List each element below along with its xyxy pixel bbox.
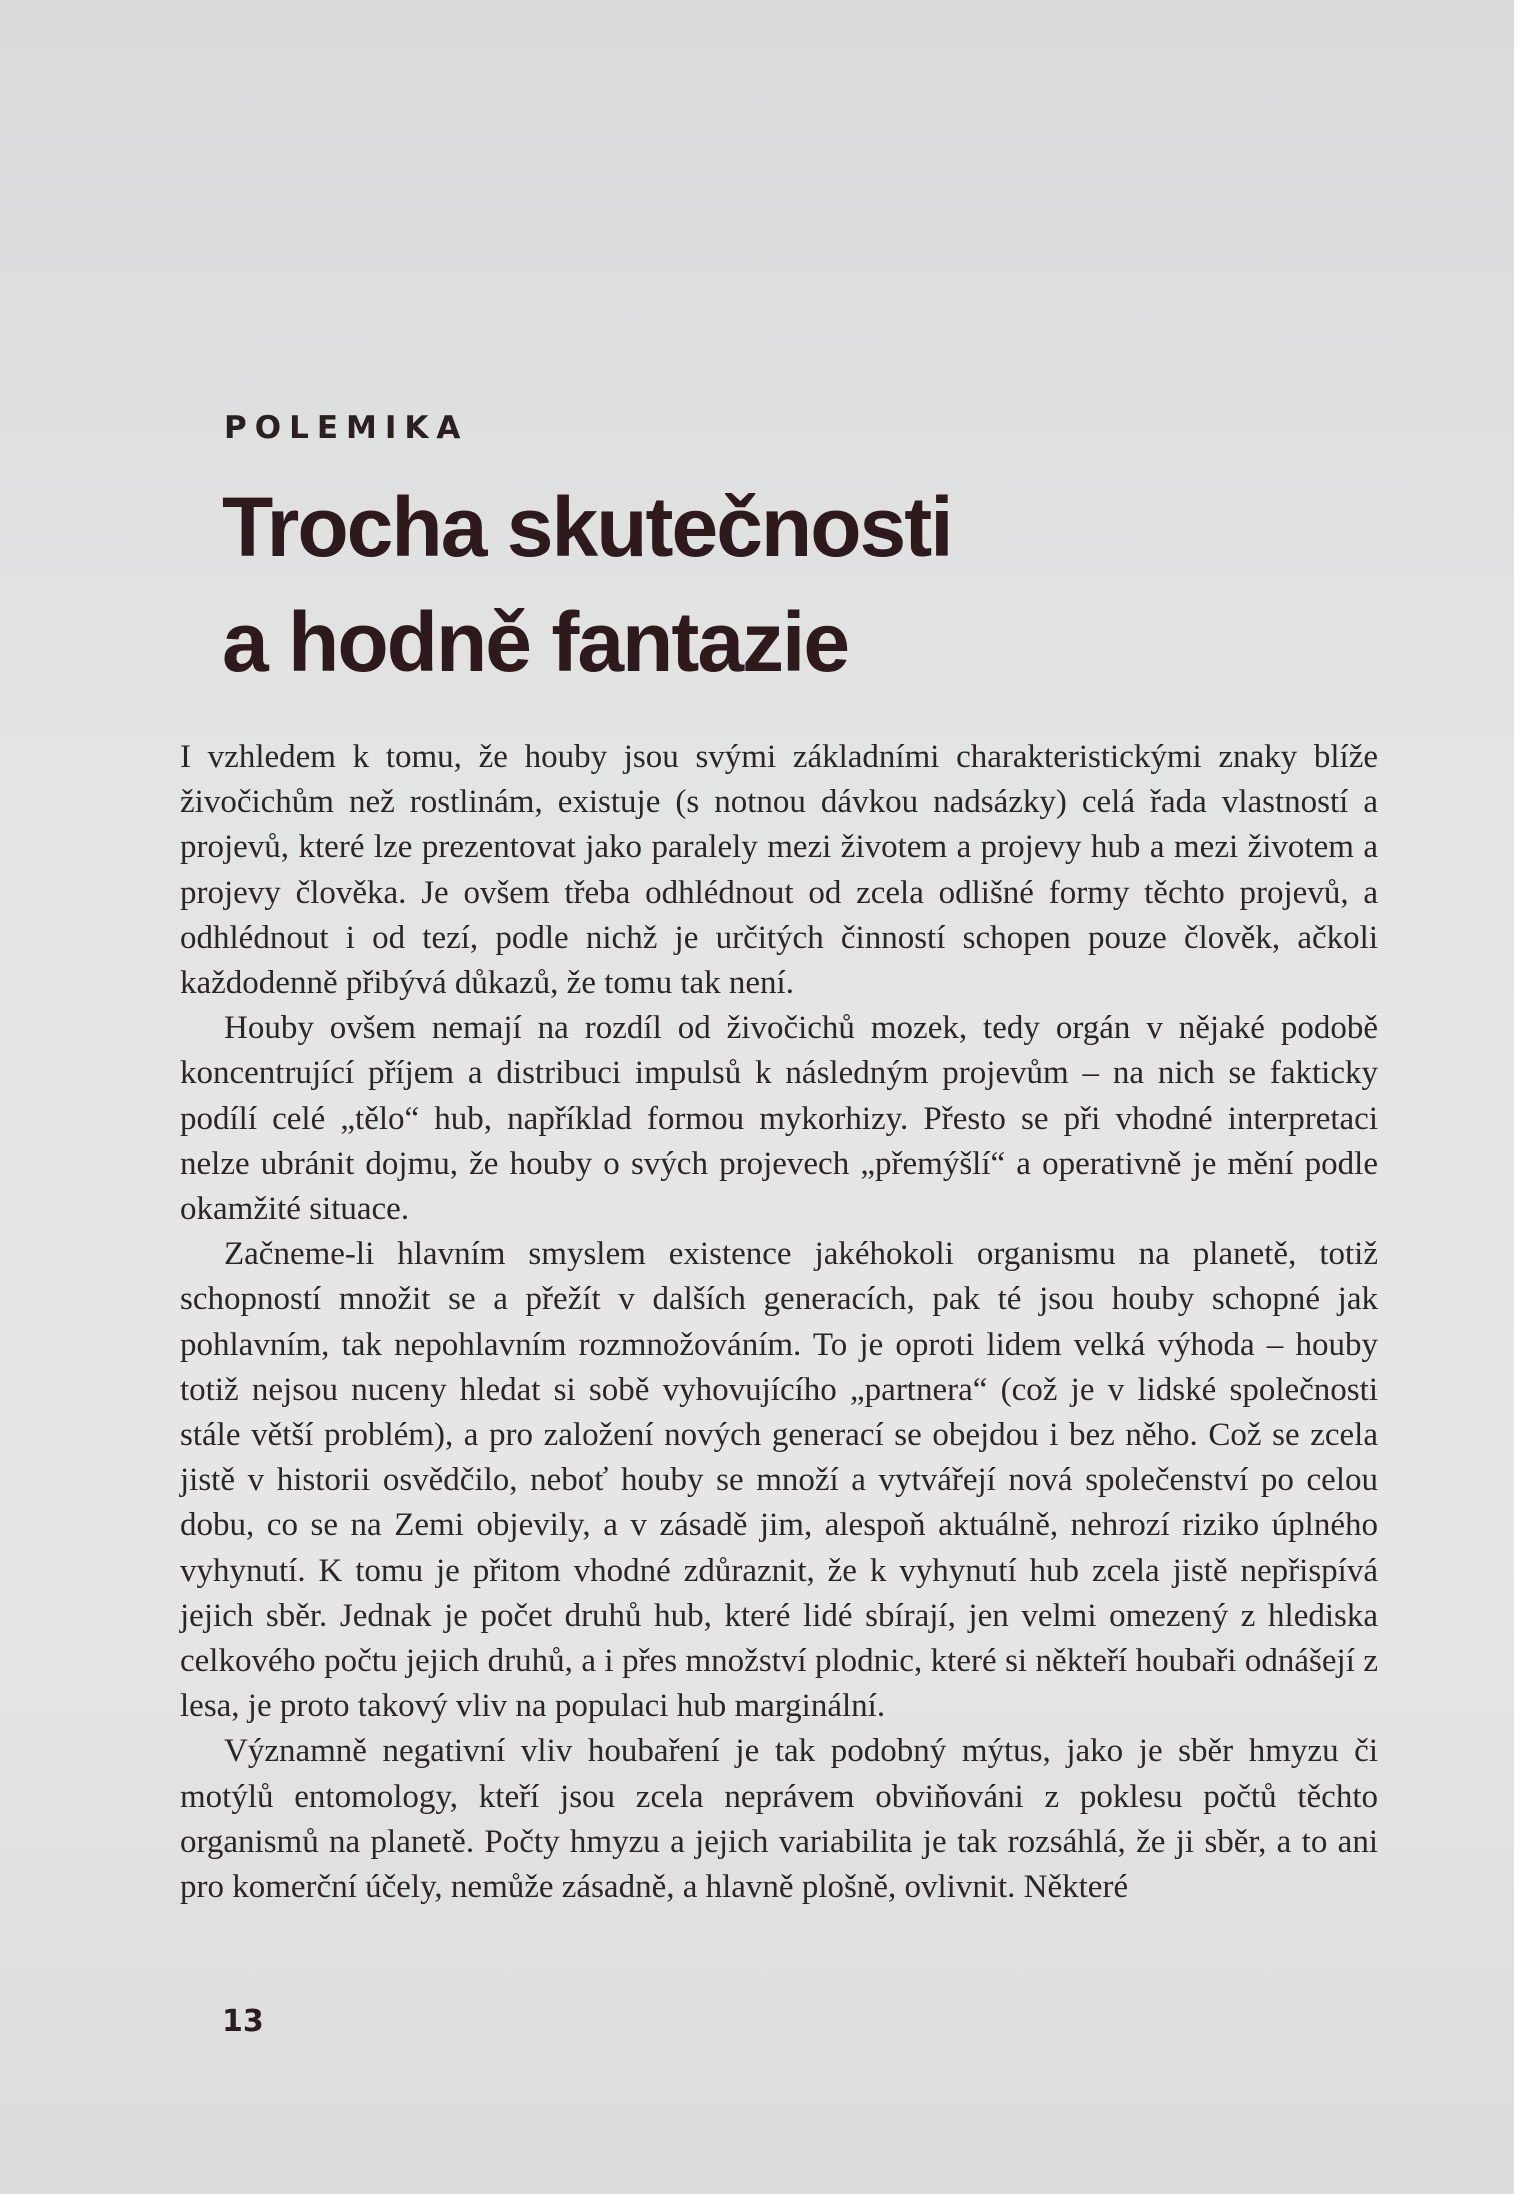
- paragraph-2: Houby ovšem nemají na rozdíl od živočichů mozek, tedy orgán v nějaké podobě koncentrující příjem a distribuci impulsů k následným projevům – na nich se fakticky podílí celé „tělo“ hub, například formou mykorhizy. Přesto se při vhodné interpretaci nelze ubránit dojmu, že houby o svých projevech „přemýšlí“ a operativně je mění podle okamžité situace.: [180, 1010, 1378, 1228]
- paragraph-4: Významně negativní vliv houbaření je tak podobný mýtus, jako je sběr hmyzu či motýlů entomology, kteří jsou zcela neprávem obviňováni z poklesu počtů těchto organismů na planetě. Počty hmyzu a jejich variabilita je tak rozsáhlá, že ji sběr, a to ani pro komerční účely, nemůže zásadně, a hlavně plošně, ovlivnit. Některé: [180, 1733, 1378, 1906]
- body-text: [180, 735, 1378, 1910]
- page-number: 13: [222, 2004, 264, 2039]
- section-label: POLEMIKA: [224, 410, 469, 446]
- paragraph-3: Začneme-li hlavním smyslem existence jakéhokoli organismu na planetě, totiž schopností množit se a přežít v dalších generacích, pak té jsou houby schopné jak pohlavním, tak nepohlavním rozmnožováním. To je oproti lidem velká výhoda – houby totiž nejsou nuceny hledat si sobě vyhovujícího „partnera“ (což je v lidské společnosti stále větší problém), a pro založení nových generací se obejdou i bez něho. Což se zcela jistě v historii osvědčilo, neboť houby se množí a vytvářejí nová společenství po celou dobu, co se na Zemi objevily, a v zásadě jim, alespoň aktuálně, nehrozí riziko úplného vyhynutí. K tomu je přitom vhodné zdůraznit, že k vyhynutí hub zcela jistě nepřispívá jejich sběr. Jednak je počet druhů hub, které lidé sbírají, jen velmi omezený z hlediska celkového počtu jejich druhů, a i přes množství plodnic, které si někteří houbaři odnášejí z lesa, je proto takový vliv na populaci hub marginální.: [180, 1236, 1378, 1725]
- chapter-title: [222, 470, 1322, 700]
- chapter-title-line-1: Trocha skutečnosti: [222, 480, 952, 574]
- chapter-title-line-2: a hodně fantazie: [222, 595, 849, 689]
- paragraph-1: I vzhledem k tomu, že houby jsou svými základními charakteristickými znaky blíže živočichům než rostlinám, existuje (s notnou dávkou nadsázky) celá řada vlastností a projevů, které lze prezentovat jako paralely mezi životem a projevy hub a mezi životem a projevy člověka. Je ovšem třeba odhlédnout od zcela odlišné formy těchto projevů, a odhlédnout i od tezí, podle nichž je určitých činností schopen pouze člověk, ačkoli každodenně přibývá důkazů, že tomu tak není.: [180, 739, 1378, 1002]
